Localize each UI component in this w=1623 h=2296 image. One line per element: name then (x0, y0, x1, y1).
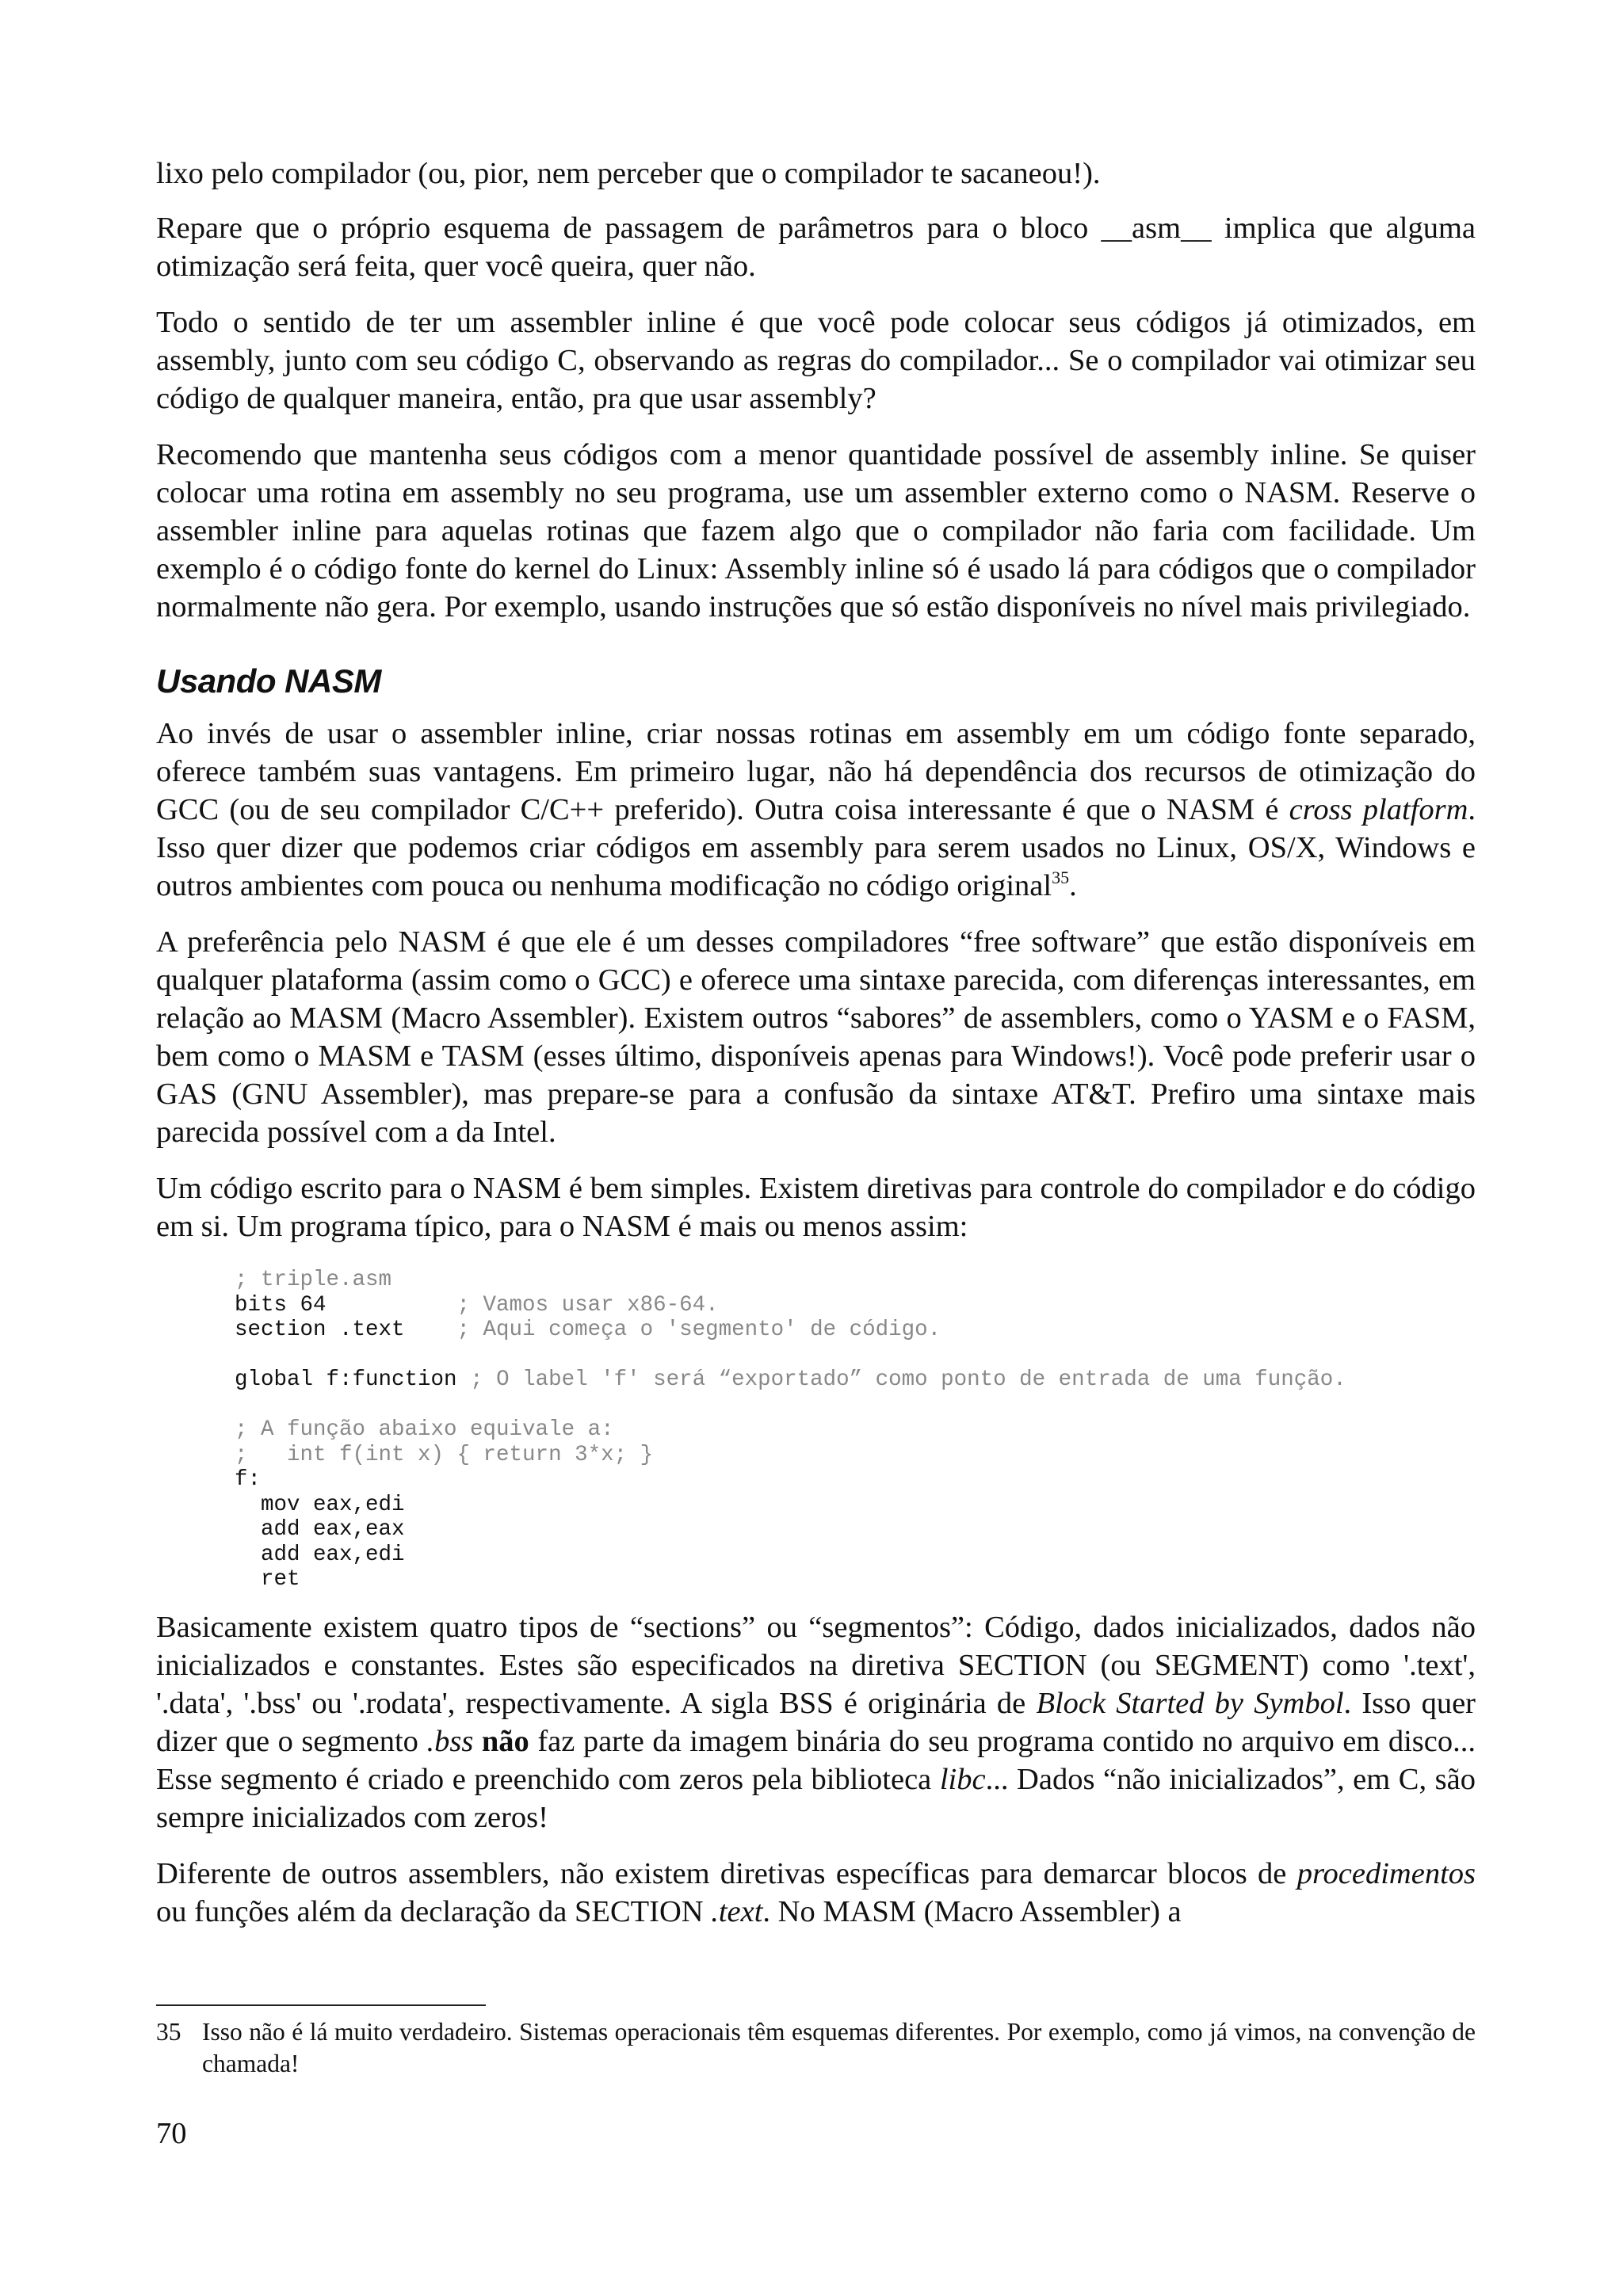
paragraph (156, 715, 1476, 905)
text-run (473, 1725, 482, 1758)
bold-text: não (481, 1724, 529, 1758)
code-line (235, 1417, 1476, 1443)
code-line (235, 1467, 1476, 1493)
paragraph (156, 1855, 1476, 1931)
text-run: faz parte da imagem binária do seu programa contido no arquivo em disco... Esse segmento é criado e preenchido com zeros pela biblioteca (156, 1724, 1476, 1796)
emphasis-text: .bss (426, 1724, 474, 1758)
code-comment: ; int f(int x) { return 3*x; } (235, 1442, 654, 1467)
code-text: add eax,eax (235, 1517, 405, 1542)
text-run: . Isso quer dizer que podemos criar códigos em assembly para serem usados no Linux, OS/X, Windows e outros ambientes com pouca ou nenhuma modificação no código original (156, 793, 1476, 902)
paragraph: Todo o sentido de ter um assembler inline é que você pode colocar seus códigos já otimizados, em assembly, junto com seu código C, observando as regras do compilador... Se o compilador vai otimizar seu código de qualquer maneira, então, pra que usar assembly? (156, 306, 1476, 415)
paragraph: A preferência pelo NASM é que ele é um desses compiladores “free software” que estão disponíveis em qualquer plataforma (assim como o GCC) e oferece uma sintaxe parecida, com diferenças interessantes, em relação ao MASM (Macro Assembler). Existem outros “sabores” de assemblers, como o YASM e o FASM, bem como o MASM e TASM (esses último, disponíveis apenas para Windows!). Você pode preferir usar o GAS (GNU Assembler), mas prepare-se para a confusão da sintaxe AT&T. Prefiro uma sintaxe mais parecida possível com a da Intel. (156, 925, 1476, 1149)
code-text: global f:function (235, 1367, 471, 1392)
emphasis-text: procedimentos (1296, 1856, 1476, 1890)
paragraph: Um código escrito para o NASM é bem simples. Existem diretivas para controle do compilador e do código em si. Um programa típico, para o NASM é mais ou menos assim: (156, 1172, 1476, 1243)
section-heading: Usando NASM (156, 662, 381, 700)
code-block (235, 1268, 1476, 1592)
footnote-separator (156, 2004, 486, 2006)
code-line (235, 1517, 1476, 1543)
code-text: bits 64 (235, 1292, 457, 1318)
emphasis-text: .text (711, 1894, 763, 1928)
footnote-reference[interactable]: 35 (1052, 868, 1070, 887)
code-line (235, 1493, 1476, 1518)
code-comment: ; Aqui começa o 'segmento' de código. (456, 1318, 941, 1342)
code-text: mov eax,edi (235, 1492, 405, 1517)
text-run: Basicamente existem quatro tipos de “sections” ou “segmentos”: Código, dados inicializados, dados não inicializados e constantes. Estes são especificados na diretiva SECTION (ou SEGMENT) como '.text', '.data', '.bss' ou '.rodata', respectivamente. A sigla BSS é originária de (156, 1610, 1476, 1720)
code-comment: ; triple.asm (235, 1268, 392, 1292)
code-line (235, 1367, 1476, 1393)
paragraph (156, 1608, 1476, 1836)
paragraph: Recomendo que mantenha seus códigos com a menor quantidade possível de assembly inline. Se quiser colocar uma rotina em assembly no seu programa, use um assembler externo como o NASM. Reserve o assembler inline para aquelas rotinas que fazem algo que o compilador não faria com facilidade. Um exemplo é o código fonte do kernel do Linux: Assembly inline só é usado lá para códigos que o compilador normalmente não gera. Por exemplo, usando instruções que só estão disponíveis no nível mais privilegiado. (156, 438, 1476, 624)
text-run: . No MASM (Macro Assembler) a (762, 1894, 1182, 1928)
text-run: . Isso quer dizer que o segmento (156, 1686, 1476, 1758)
code-line (235, 1293, 1476, 1318)
text-run: ou funções além da declaração da SECTION (156, 1894, 712, 1928)
paragraph: lixo pelo compilador (ou, pior, nem perceber que o compilador te sacaneou!). (156, 157, 1101, 190)
code-line (235, 1567, 1476, 1592)
emphasis-text: libc (939, 1762, 986, 1796)
footnote-number: 35 (156, 2018, 181, 2046)
code-line (235, 1318, 1476, 1343)
code-comment: ; Vamos usar x86-64. (456, 1292, 719, 1318)
code-comment: ; O label 'f' será “exportado” como ponto de entrada de uma função. (470, 1367, 1346, 1392)
code-text: add eax,edi (235, 1542, 405, 1567)
paragraph: Repare que o próprio esquema de passagem de parâmetros para o bloco __asm__ implica que alguma otimização será feita, quer você queira, quer não. (156, 212, 1476, 283)
text-run: Diferente de outros assemblers, não existem diretivas específicas para demarcar blocos de (156, 1856, 1297, 1890)
footnote-text: Isso não é lá muito verdadeiro. Sistemas operacionais têm esquemas diferentes. Por exemplo, como já vimos, na convenção de chamada! (202, 2018, 1476, 2077)
page-body (156, 154, 1476, 1949)
code-blank-line (235, 1343, 1476, 1368)
code-comment: ; A função abaixo equivale a: (235, 1417, 614, 1442)
code-text: ret (235, 1567, 300, 1592)
code-line (235, 1543, 1476, 1568)
code-blank-line (235, 1393, 1476, 1418)
footnote (156, 2016, 1476, 2080)
page-number: 70 (156, 2117, 187, 2150)
emphasis-text: cross platform (1289, 793, 1468, 826)
code-text: section .text (235, 1318, 457, 1342)
code-text: f: (235, 1467, 262, 1492)
text-run: . (1069, 869, 1077, 902)
code-line (235, 1268, 1476, 1293)
text-run: ... Dados “não inicializados”, em C, são sempre inicializados com zeros! (156, 1762, 1476, 1834)
emphasis-text: Block Started by Symbol (1036, 1686, 1344, 1720)
text-run: Ao invés de usar o assembler inline, criar nossas rotinas em assembly em um código fonte separado, oferece também suas vantagens. Em primeiro lugar, não há dependência dos recursos de otimização do GCC (ou de seu compilador C/C++ preferido). Outra coisa interessante é que o NASM é (156, 717, 1476, 826)
code-line (235, 1443, 1476, 1468)
